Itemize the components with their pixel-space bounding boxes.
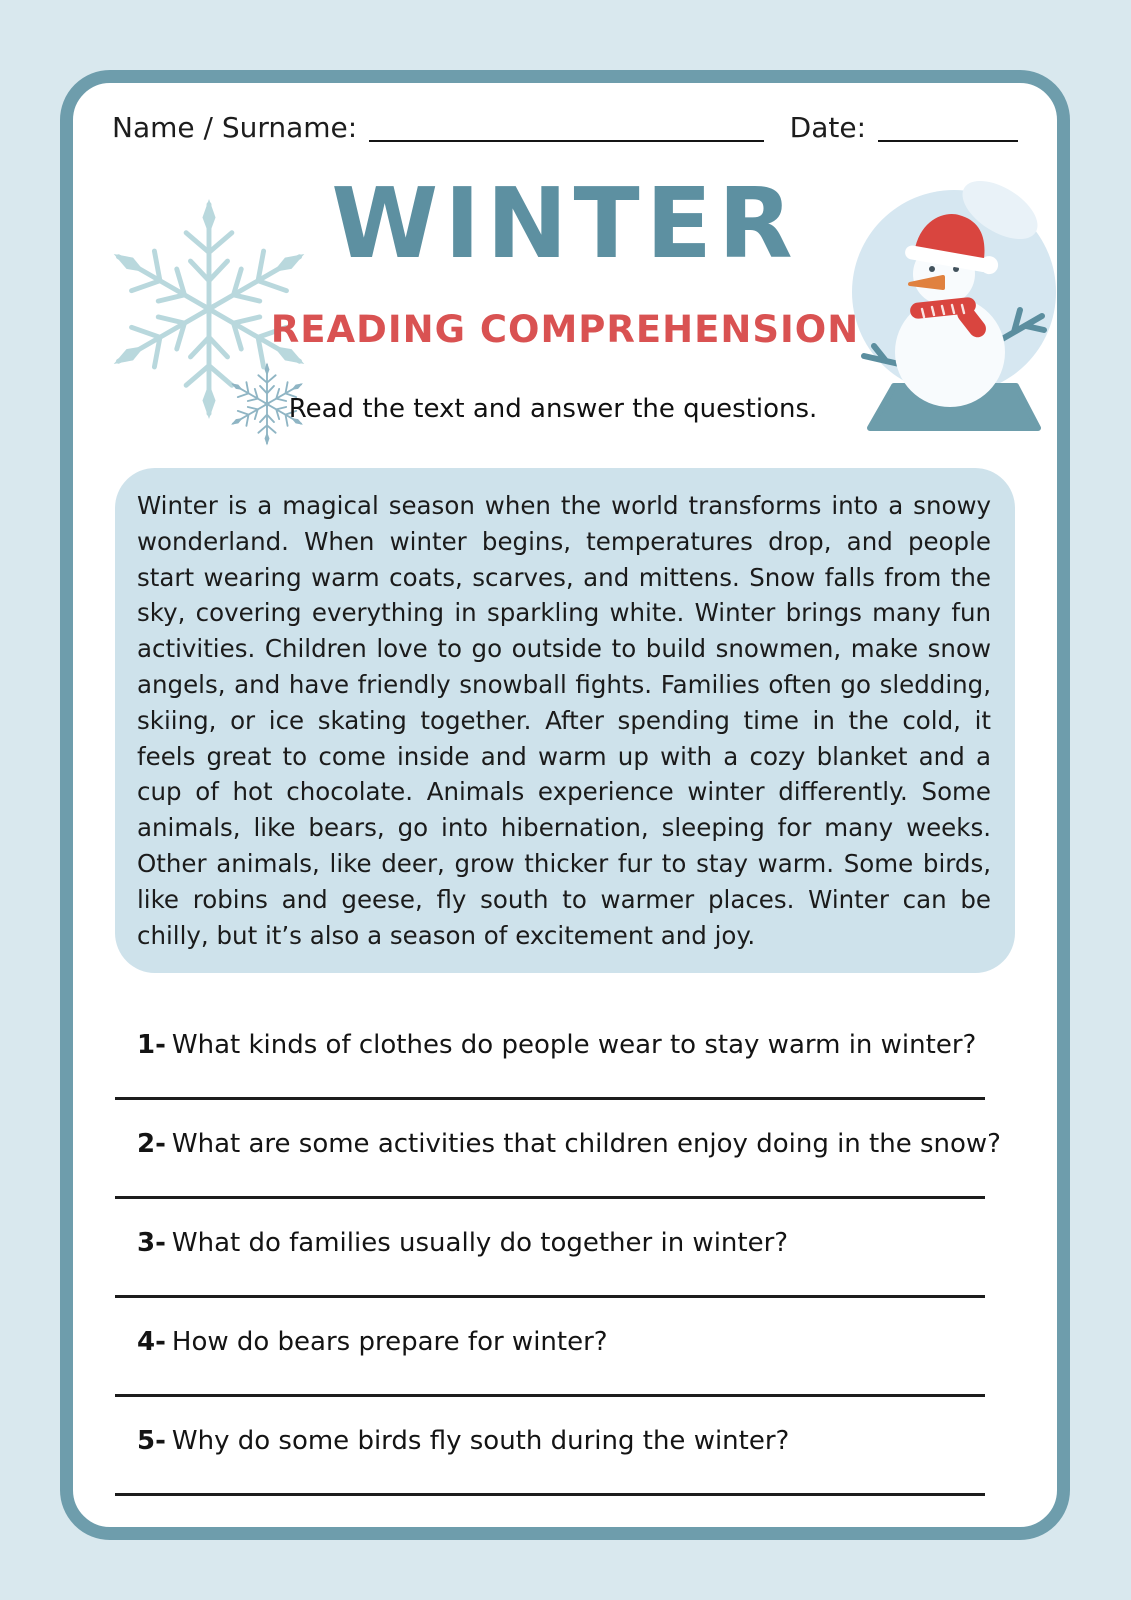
question-text: [115, 1425, 1015, 1457]
name-label: Name / Surname:: [112, 111, 358, 144]
page-subtitle: READING COMPREHENSION: [270, 308, 860, 351]
answer-line-5[interactable]: [115, 1493, 985, 1496]
question-text: [115, 1128, 1015, 1160]
snow-globe-snowman-icon: [847, 170, 1063, 438]
question-1: [115, 1029, 1015, 1100]
question-number: 5-: [137, 1426, 166, 1457]
answer-line-1[interactable]: [115, 1097, 985, 1100]
name-date-row: [112, 111, 1018, 145]
question-number: 4-: [137, 1327, 166, 1358]
question-3: [115, 1227, 1015, 1298]
question-number: 2-: [137, 1129, 166, 1160]
answer-line-3[interactable]: [115, 1295, 985, 1298]
name-input-line[interactable]: [369, 112, 763, 142]
worksheet-card: [60, 70, 1070, 1540]
question-4: [115, 1326, 1015, 1397]
question-label: What do families usually do together in winter?: [171, 1228, 789, 1259]
question-text: [115, 1227, 1015, 1259]
reading-passage-text: Winter is a magical season when the world transforms into a snowy wonderland. When winter begins, temperatures drop, and people start wearing warm coats, scarves, and mittens. Snow falls from the sky, covering everything in sparkling white. Winter brings many fun activities. Children love to go outside to build snowmen, make snow angels, and have friendly snowball fights. Families often go sledding, skiing, or ice skating together. After spending time in the cold, it feels great to come inside and warm up with a cozy blanket and a cup of hot chocolate. Animals experience winter differently. Some animals, like bears, go into hibernation, sleeping for many weeks. Other animals, like deer, grow thicker fur to stay warm. Some birds, like robins and geese, fly south to warmer places. Winter can be chilly, but it’s also a season of excitement and joy.: [137, 491, 991, 950]
answer-line-2[interactable]: [115, 1196, 985, 1199]
date-label: Date:: [789, 111, 866, 144]
question-label: Why do some birds fly south during the winter?: [171, 1426, 790, 1457]
question-number: 3-: [137, 1228, 166, 1259]
worksheet-header: [73, 167, 1057, 466]
instruction-text: Read the text and answer the questions.: [288, 394, 818, 424]
page-title: WINTER: [331, 167, 799, 280]
question-5: [115, 1425, 1015, 1496]
question-label: What kinds of clothes do people wear to stay warm in winter?: [171, 1030, 977, 1061]
reading-passage-box: [115, 468, 1015, 973]
question-label: What are some activities that children enjoy doing in the snow?: [171, 1129, 1001, 1160]
question-text: [115, 1029, 1015, 1061]
date-input-line[interactable]: [878, 112, 1018, 142]
question-text: [115, 1326, 1015, 1358]
answer-line-4[interactable]: [115, 1394, 985, 1397]
question-number: 1-: [137, 1030, 166, 1061]
question-2: [115, 1128, 1015, 1199]
questions-section: [115, 1029, 1015, 1496]
question-label: How do bears prepare for winter?: [171, 1327, 608, 1358]
